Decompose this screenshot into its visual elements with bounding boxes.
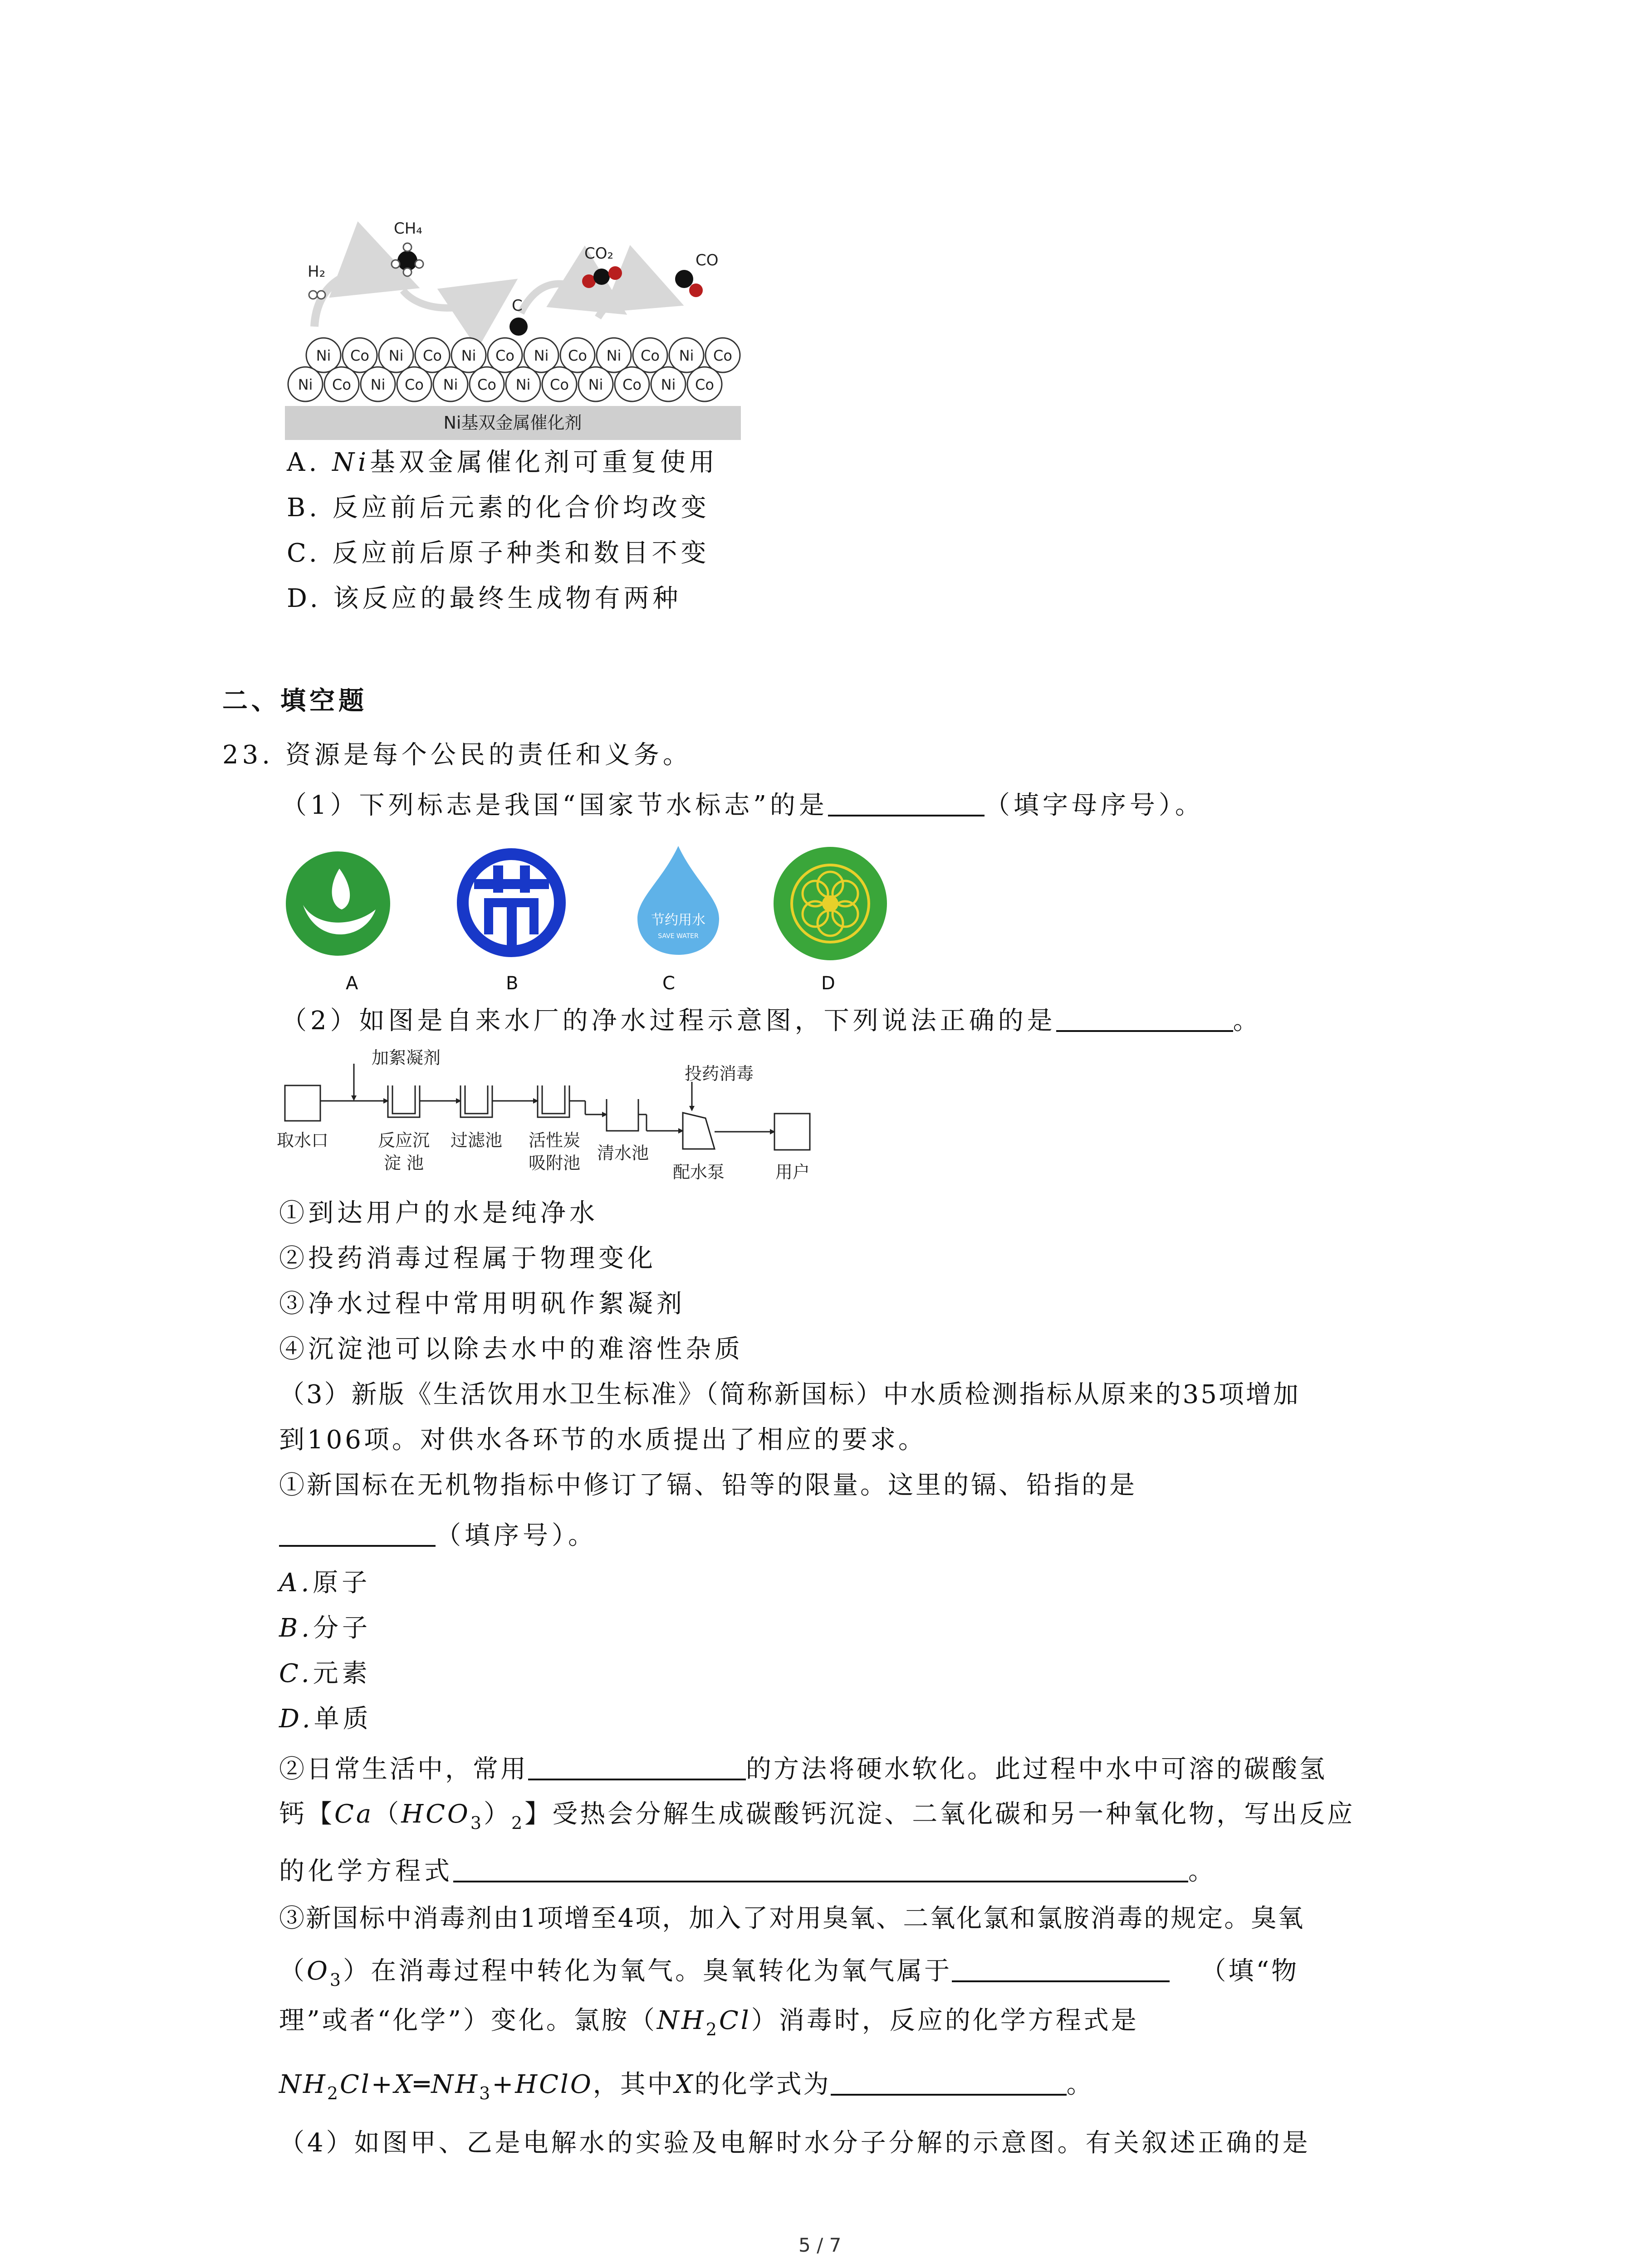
flow-intake: 取水口 — [276, 1130, 329, 1150]
statement-4: ④沉淀池可以除去水中的难溶性杂质 — [279, 1334, 744, 1364]
q22-option-d: D. 该反应的最终生成物有两种 — [287, 584, 682, 613]
q23-part3-sub3-line3: 理”或者“化学”）变化。氯胺$(NH_2Cl)$消毒时，反应的化学方程式是 — [279, 2006, 1139, 2039]
catalyst-atom-label: Ni — [534, 347, 549, 364]
logo-a-label: A — [346, 973, 358, 994]
water-treatment-flow — [276, 1046, 819, 1191]
page-number: 5 / 7 — [798, 2234, 842, 2256]
q23-part3-sub3-line1: ③新国标中消毒剂由1项增至4项，加入了对用臭氧、二氧化氯和氯胺消毒的规定。臭氧 — [279, 1904, 1305, 1933]
catalyst-atom-label: Co — [405, 376, 424, 393]
logo-d — [773, 846, 888, 962]
sub1-option-d: D.单质 — [279, 1704, 372, 1734]
catalyst-atom-label: Ni — [588, 376, 603, 393]
q23-part3-line1: （3）新版《生活饮用水卫生标准》（简称新国标）中水质检测指标从原来的35项增加 — [279, 1380, 1300, 1409]
catalyst-atom-label: Ni — [316, 347, 331, 364]
flow-coagulant: 加絮凝剂 — [371, 1048, 441, 1068]
flow-diagram — [276, 1046, 819, 1191]
q23-part3-sub2-line3: 的化学方程式 。 — [279, 1855, 1217, 1887]
catalyst-atom-label: Co — [332, 376, 351, 393]
q23-part4: （4）如图甲、乙是电解水的实验及电解时水分子分解的示意图。有关叙述正确的是 — [279, 2128, 1311, 2158]
h2-molecule — [309, 291, 325, 299]
co-label: CO — [696, 251, 719, 269]
statement-3: ③净水过程中常用明矾作絮凝剂 — [279, 1289, 686, 1319]
environmental-label-icon — [773, 846, 888, 962]
catalyst-atom-label: Ni — [443, 376, 458, 393]
q23-part3-sub1b: （填序号）。 — [279, 1520, 597, 1552]
sub1-option-c: C.元素 — [279, 1659, 371, 1688]
catalyst-atom-label: Co — [423, 347, 442, 364]
co2-molecule — [582, 266, 622, 288]
water-drop-logo-icon — [285, 850, 392, 957]
flow-react-1: 反应沉 — [377, 1130, 430, 1150]
catalyst-atom-label: Co — [568, 347, 587, 364]
q22-option-c: C. 反应前后原子种类和数目不变 — [287, 538, 710, 568]
catalyst-atom-label: Ni — [388, 347, 404, 364]
catalyst-atom-label: Co — [550, 376, 569, 393]
co2-label: CO₂ — [584, 244, 614, 263]
logo-c — [635, 844, 721, 957]
answer-blank-5[interactable] — [453, 1855, 1188, 1882]
catalyst-atom-label: Co — [641, 347, 660, 364]
c-label: C — [512, 297, 523, 315]
ch4-label: CH₄ — [394, 220, 422, 238]
logo-d-label: D — [821, 973, 835, 994]
answer-blank-6[interactable] — [952, 1955, 1170, 1982]
answer-blank-2[interactable] — [1056, 1005, 1233, 1032]
co-molecule — [675, 270, 703, 297]
q23-part3-sub2-line2: 钙【$Ca(HCO_3)_2$】受热会分解生成碳酸钙沉淀、二氧化碳和另一种氧化物，写出反应 — [279, 1799, 1355, 1833]
section-title: 二、填空题 — [222, 686, 367, 716]
statement-1: ①到达用户的水是纯净水 — [279, 1198, 598, 1228]
logo-b — [456, 847, 567, 958]
logo-c-text: 节约用水 — [651, 912, 705, 928]
catalyst-atom-label: Ni — [461, 347, 476, 364]
answer-blank-1[interactable] — [828, 789, 985, 816]
catalyst-atom-label: Ni — [515, 376, 531, 393]
catalyst-atom-label: Ni — [606, 347, 622, 364]
catalyst-diagram — [285, 213, 741, 440]
q23-part3-sub2-line1: ②日常生活中，常用 的方法将硬水软化。此过程中水中可溶的碳酸氢 — [279, 1753, 1327, 1785]
catalyst-atom-label: Co — [695, 376, 714, 393]
flow-pump: 配水泵 — [672, 1162, 725, 1182]
q23-part3-equation: $NH_2Cl+X═NH_3+HClO$，其中X的化学式为 。 — [279, 2068, 1094, 2109]
q23-part1: （1）下列标志是我国“国家节水标志”的是 （填字母序号）。 — [281, 789, 1204, 821]
catalyst-base-label: Ni基双金属催化剂 — [443, 413, 582, 433]
flow-filter: 过滤池 — [450, 1130, 503, 1150]
flow-carbon-2: 吸附池 — [528, 1153, 581, 1173]
answer-blank-4[interactable] — [528, 1753, 746, 1780]
catalyst-atom-label: Co — [622, 376, 642, 393]
q22-option-a: A. Ni基双金属催化剂可重复使用 — [287, 448, 718, 477]
carbon-atom — [509, 318, 528, 336]
flow-clear: 清水池 — [597, 1143, 649, 1163]
logo-c-label: C — [662, 973, 675, 994]
save-water-mark-icon — [456, 847, 567, 958]
ch4-molecule — [392, 243, 423, 276]
q23-part3-line2: 到106项。对供水各环节的水质提出了相应的要求。 — [279, 1425, 926, 1455]
flow-react-2: 淀 池 — [383, 1153, 424, 1173]
q23-part3-sub1: ①新国标在无机物指标中修订了镉、铅等的限量。这里的镉、铅指的是 — [279, 1471, 1137, 1500]
q22-option-b: B. 反应前后元素的化合价均改变 — [287, 493, 710, 523]
answer-blank-3[interactable] — [279, 1520, 436, 1547]
water-droplet-icon — [635, 844, 721, 957]
logo-c-subtext: SAVE WATER — [658, 933, 699, 940]
sub1-option-b: B.分子 — [279, 1613, 371, 1643]
catalyst-atom-label: Co — [713, 347, 732, 364]
flow-disinfect: 投药消毒 — [684, 1064, 754, 1084]
catalyst-figure — [285, 213, 741, 440]
sub1-option-a: A.原子 — [279, 1568, 371, 1598]
catalyst-atom-label: Co — [495, 347, 514, 364]
catalyst-atom-label: Ni — [298, 376, 313, 393]
catalyst-atom-label: Ni — [370, 376, 386, 393]
q23-stem: 23. 资源是每个公民的责任和义务。 — [222, 740, 692, 770]
q23-part3-sub3-line2: $(O_3)$在消毒过程中转化为氧气。臭氧转化为氧气属于 （填“物 — [279, 1955, 1299, 1996]
logo-b-label: B — [506, 973, 519, 994]
catalyst-atom-label: Co — [477, 376, 496, 393]
catalyst-atom-label: Co — [350, 347, 369, 364]
catalyst-atom-label: Ni — [679, 347, 694, 364]
statement-2: ②投药消毒过程属于物理变化 — [279, 1244, 656, 1273]
logo-a — [285, 850, 392, 957]
catalyst-atom-label: Ni — [661, 376, 676, 393]
flow-carbon-1: 活性炭 — [528, 1130, 581, 1150]
h2-label: H₂ — [308, 263, 326, 281]
flow-user: 用户 — [775, 1162, 810, 1182]
q23-part2: （2）如图是自来水厂的净水过程示意图，下列说法正确的是 。 — [281, 1005, 1262, 1037]
answer-blank-7[interactable] — [831, 2068, 1067, 2096]
